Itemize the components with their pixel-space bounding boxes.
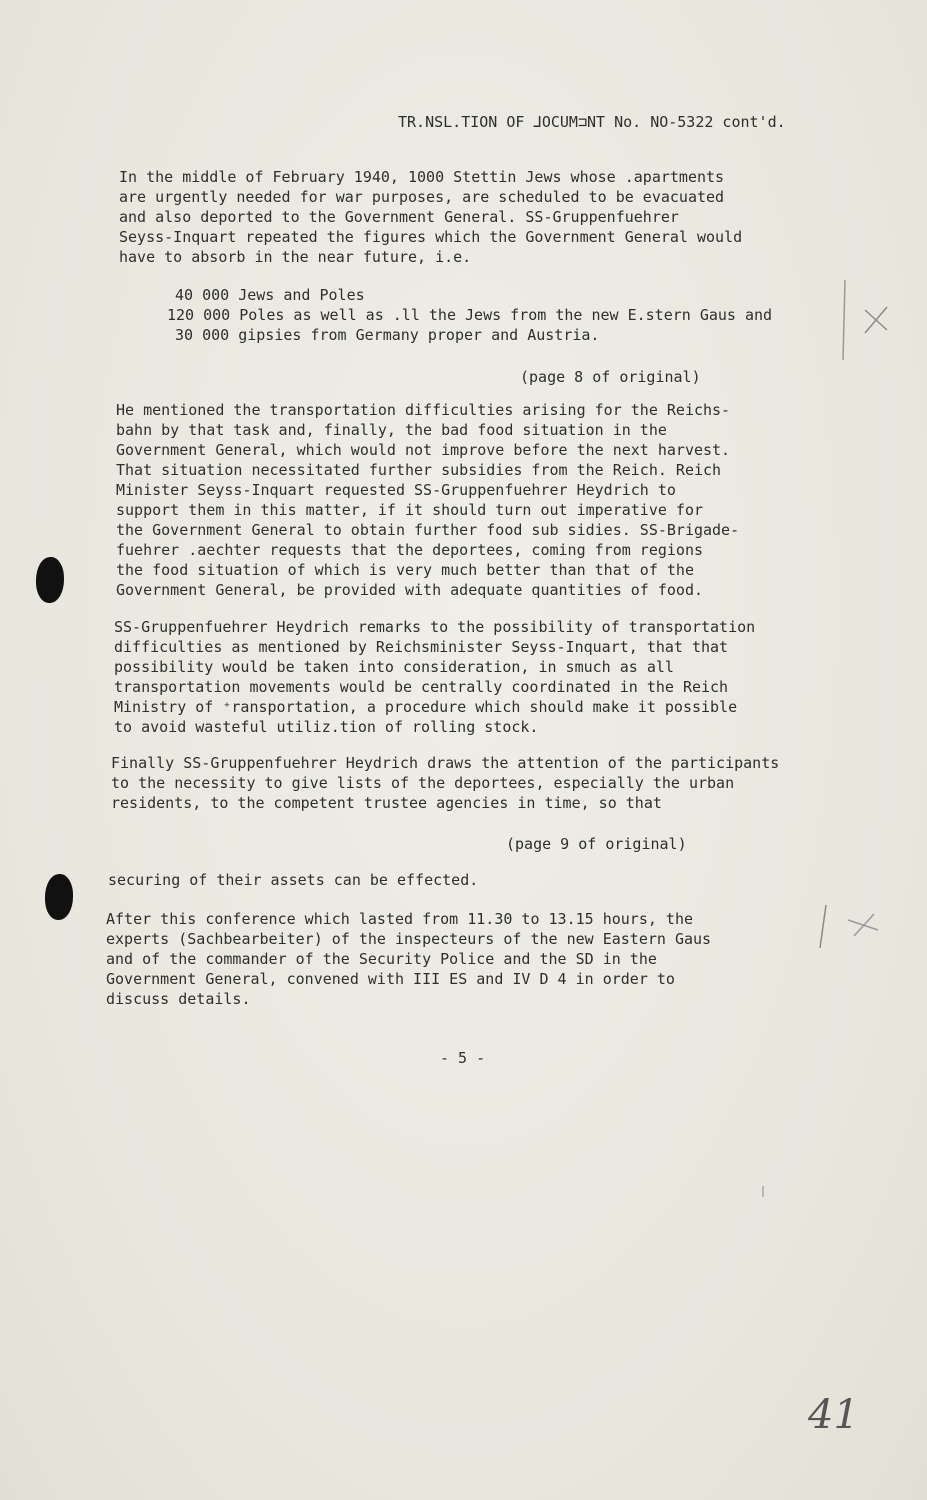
text-line: residents, to the competent trustee agencies in time, so that [111,794,662,812]
text-line: support them in this matter, if it should turn out imperative for [116,501,703,519]
margin-check-mark-2 [810,900,890,955]
paragraph-deportee-lists [111,753,779,813]
paragraph-transport-food [116,400,739,600]
text-line: SS-Gruppenfuehrer Heydrich remarks to the possibility of transportation [114,618,756,636]
text-line: Government General, convened with III ES and IV D 4 in order to [106,970,675,988]
figure-line: 30 000 gipsies from Germany proper and Austria. [175,326,600,344]
page-reference-8: (page 8 of original) [520,368,701,386]
text-line: Minister Seyss-Inquart requested SS-Gruppenfuehrer Heydrich to [116,481,676,499]
text-line: fuehrer .aechter requests that the deportees, coming from regions [116,541,703,559]
text-line: the Government General to obtain further food sub sidies. SS-Brigade- [116,521,740,539]
figures-list [167,285,772,345]
text-line: transportation movements would be centrally coordinated in the Reich [114,678,729,696]
text-line: After this conference which lasted from 11.30 to 13.15 hours, the [106,910,693,928]
pencil-tick [760,1185,766,1199]
document-header: TR.NSL.TION OF ⅃OCUM⊐NT No. NO-5322 cont'd. [398,113,786,131]
margin-check-mark-1 [835,275,895,365]
text-line: That situation necessitated further subsidies from the Reich. Reich [116,461,722,479]
text-line: difficulties as mentioned by Reichsminister Seyss-Inquart, that that [114,638,729,656]
text-line: discuss details. [106,990,251,1008]
text-line: bahn by that task and, finally, the bad food situation in the [116,421,667,439]
paragraph-evacuation [119,167,742,267]
text-line: Government General, be provided with adequate quantities of food. [116,581,703,599]
text-line: possibility would be taken into consideration, in smuch as all [114,658,674,676]
figure-line: 120 000 Poles as well as .ll the Jews from the new E.stern Gaus and [167,306,773,324]
text-line: have to absorb in the near future, i.e. [119,248,472,266]
text-line: are urgently needed for war purposes, are scheduled to be evacuated [119,188,725,206]
paragraph-assets [108,870,478,890]
text-line: Finally SS-Gruppenfuehrer Heydrich draws the attention of the participants [111,754,780,772]
page-number: - 5 - [440,1049,486,1067]
punch-hole-bottom [45,874,73,920]
text-line: In the middle of February 1940, 1000 Stettin Jews whose .apartments [119,168,725,186]
text-line: to the necessity to give lists of the deportees, especially the urban [111,774,735,792]
text-line: securing of their assets can be effected. [108,871,479,889]
text-line: and of the commander of the Security Police and the SD in the [106,950,657,968]
text-line: to avoid wasteful utiliz.tion of rolling stock. [114,718,539,736]
paragraph-heydrich-remarks [114,617,755,737]
punch-hole-top [36,557,64,603]
paragraph-conference-end [106,909,711,1009]
figure-line: 40 000 Jews and Poles [175,286,365,304]
text-line: experts (Sachbearbeiter) of the inspecteurs of the new Eastern Gaus [106,930,712,948]
handwritten-page-number: 41 [808,1392,859,1438]
text-line: Ministry of ⁺ransportation, a procedure which should make it possible [114,698,738,716]
text-line: and also deported to the Government General. SS-Gruppenfuehrer [119,208,679,226]
text-line: Seyss-Inquart repeated the figures which the Government General would [119,228,743,246]
text-line: He mentioned the transportation difficulties arising for the Reichs- [116,401,731,419]
page-reference-9: (page 9 of original) [506,835,687,853]
text-line: the food situation of which is very much better than that of the [116,561,694,579]
text-line: Government General, which would not improve before the next harvest. [116,441,731,459]
